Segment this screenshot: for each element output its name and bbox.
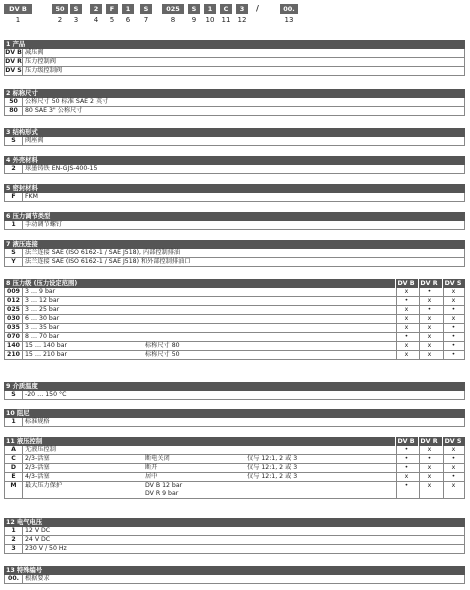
row-code: C [5,455,23,463]
code-num-10: 10 [205,16,215,24]
table-row [4,575,465,584]
row-condition: 仅与 12:1, 2 或 3 [247,464,298,471]
code-box-1: DV B [4,4,32,14]
row-desc: 15 … 210 bar [25,351,68,358]
row-code: 80 [5,107,23,115]
row-code: 025 [5,306,23,314]
row-desc: 公称尺寸 50 标准 SAE 2 英寸 [25,98,109,105]
table-row [4,98,465,107]
avail-mark: x [443,297,463,305]
row-code: 1 [5,418,23,426]
table-row [4,67,465,76]
code-num-13: 13 [284,16,294,24]
section-voltage [4,518,465,554]
section-title: 8 压力级 (压力设定范围) [6,280,78,287]
section-pressure-stage [4,279,465,360]
code-slash: / [256,4,259,13]
row-desc: FKM [25,193,38,200]
avail-mark: • [419,306,439,314]
table-row [4,333,465,342]
avail-mark: x [443,464,463,472]
row-desc: 3 … 9 bar [25,288,56,295]
table-row [4,137,465,146]
row-code: 2 [5,165,23,173]
table-row [4,464,465,473]
section-nominal-size [4,89,465,116]
avail-mark: x [443,446,463,454]
table-row [4,536,465,545]
row-code: E [5,473,23,481]
code-num-8: 8 [170,16,176,24]
table-row [4,351,465,360]
code-num-2: 2 [57,16,63,24]
section-title: 10 阻尼 [4,409,465,418]
row-desc: 2/3-活塞 [25,455,50,462]
row-code: 035 [5,324,23,332]
table-row [4,249,465,258]
section-seal-material [4,184,465,202]
section-hydraulic-connection [4,240,465,267]
row-desc: 手动调节螺钉 [25,221,63,228]
section-title: 4 外壳材料 [4,156,465,165]
row-note: DV R 9 bar [145,490,179,497]
row-desc: 3 … 25 bar [25,306,60,313]
avail-mark: • [443,324,463,332]
avail-mark: • [419,288,439,296]
section-title: 7 液压连接 [4,240,465,249]
row-code: 140 [5,342,23,350]
row-desc: 80 SAE 3" 公称尺寸 [25,107,83,114]
row-desc: 无液压控制 [25,446,56,453]
row-code: 030 [5,315,23,323]
col-header: DV S [442,279,463,288]
table-row [4,193,465,202]
code-num-12: 12 [237,16,247,24]
row-code: 070 [5,333,23,341]
code-box-7: S [140,4,152,14]
row-desc: 15 … 140 bar [25,342,68,349]
row-code: 50 [5,98,23,106]
avail-mark: x [396,473,416,481]
avail-mark: x [419,333,439,341]
row-desc: 12 V DC [25,527,51,534]
avail-mark: x [396,342,416,350]
code-box-13: 00. [280,4,298,14]
avail-mark: x [443,288,463,296]
table-row [4,324,465,333]
row-code: S [5,249,23,257]
avail-mark: x [396,288,416,296]
row-desc: 3 … 35 bar [25,324,60,331]
avail-mark: • [396,446,416,454]
avail-mark: x [396,351,416,359]
row-code: DV R [5,58,22,65]
table-row [4,288,465,297]
row-desc: -20 … 150 °C [25,391,67,398]
table-row [4,297,465,306]
table-row [4,306,465,315]
section-fluid-temperature [4,382,465,400]
row-desc: 法兰连接 SAE (ISO 6162-1 / SAE J518) 和外部控制排油口 [25,258,191,265]
table-row [4,58,465,67]
section-title: 3 结构形式 [4,128,465,137]
code-box-2: 50 [52,4,68,14]
row-code: 3 [5,545,23,553]
row-note: DV B 12 bar [145,482,183,489]
table-row [4,418,465,427]
table-row [4,315,465,324]
section-special-number [4,566,465,584]
code-box-11: C [220,4,232,14]
row-code: 210 [5,351,23,359]
row-note: 居中 [145,473,158,480]
avail-mark: x [443,482,463,498]
table-row [4,527,465,536]
section-hydraulic-control [4,437,465,499]
row-desc: 最大压力保护 [25,482,63,489]
avail-mark: • [443,455,463,463]
row-desc: 2/3-活塞 [25,464,50,471]
table-row [4,391,465,400]
table-row [4,165,465,174]
avail-mark: • [443,333,463,341]
row-code: A [5,446,23,454]
avail-mark: x [419,351,439,359]
avail-mark: • [396,333,416,341]
code-box-9: S [188,4,200,14]
code-num-9: 9 [191,16,197,24]
table-row [4,342,465,351]
row-desc: 球墨铸铁 EN-GJS-400-15 [25,165,98,172]
row-code: 1 [5,221,23,229]
avail-mark: x [419,473,439,481]
avail-mark: x [396,324,416,332]
row-code: DV S [5,67,22,74]
col-header: DV S [442,437,463,446]
table-row [4,49,465,58]
row-desc: 减压阀 [25,49,44,56]
section-title: 6 压力调节类型 [4,212,465,221]
section-header [4,437,465,446]
row-code: D [5,464,23,472]
section-title: 11 液压控制 [6,438,43,445]
section-housing-material [4,156,465,174]
avail-mark: • [419,455,439,463]
row-desc: 4/3-活塞 [25,473,50,480]
col-header: DV B [395,279,416,288]
row-code: 2 [5,536,23,544]
row-note: 标称尺寸 80 [145,342,180,349]
col-header: DV B [395,437,416,446]
avail-mark: x [419,297,439,305]
avail-mark: x [419,342,439,350]
section-title: 9 介质温度 [4,382,465,391]
code-box-12: 3 [236,4,248,14]
code-box-5: F [106,4,118,14]
section-title: 1 产品 [4,40,465,49]
row-desc: 6 … 30 bar [25,315,60,322]
avail-mark: x [419,446,439,454]
avail-mark: • [443,351,463,359]
table-row [4,258,465,267]
code-num-1: 1 [15,16,21,24]
row-note: 断电关闭 [145,455,170,462]
section-header [4,279,465,288]
avail-mark: x [419,324,439,332]
avail-mark: x [419,315,439,323]
code-num-3: 3 [73,16,79,24]
row-code: DV B [5,49,22,56]
code-num-4: 4 [93,16,99,24]
row-code: 00. [5,575,23,583]
section-damping [4,409,465,427]
code-box-3: S [70,4,82,14]
row-condition: 仅与 12:1, 2 或 3 [247,455,298,462]
avail-mark: • [443,306,463,314]
section-title: 12 电气电压 [4,518,465,527]
avail-mark: • [396,455,416,463]
avail-mark: x [396,306,416,314]
col-header: DV R [418,279,439,288]
table-row [4,482,465,499]
row-desc: 8 … 70 bar [25,333,60,340]
row-code: S [5,391,23,399]
row-code: 1 [5,527,23,535]
table-row [4,473,465,482]
code-num-7: 7 [143,16,149,24]
code-num-6: 6 [125,16,131,24]
avail-mark: • [396,464,416,472]
row-code: S [5,137,23,145]
table-row [4,221,465,230]
avail-mark: x [396,315,416,323]
code-box-10: 1 [204,4,216,14]
row-desc: 压力级控制阀 [25,67,63,74]
row-desc: 阀座阀 [25,137,44,144]
row-note: 标称尺寸 50 [145,351,180,358]
code-box-4: 2 [90,4,102,14]
code-box-6: 1 [122,4,134,14]
code-num-11: 11 [221,16,231,24]
row-desc: 根据要求 [25,575,50,582]
avail-mark: • [443,342,463,350]
row-code: Y [5,258,23,266]
row-desc: 压力控制阀 [25,58,56,65]
row-code: 012 [5,297,23,305]
avail-mark: • [443,473,463,481]
col-header: DV R [418,437,439,446]
table-row [4,545,465,554]
row-desc: 24 V DC [25,536,51,543]
row-condition: 仅与 12:1, 2 或 3 [247,473,298,480]
row-desc: 标准规格 [25,418,50,425]
avail-mark: x [419,482,439,498]
row-desc: 法兰连接 SAE (ISO 6162-1 / SAE J518), 内部控制排油 [25,249,181,256]
section-pressure-adjustment [4,212,465,230]
avail-mark: • [396,482,416,498]
row-code: M [5,482,23,498]
table-row [4,446,465,455]
avail-mark: x [443,315,463,323]
code-box-8: 025 [162,4,184,14]
row-desc: 230 V / 50 Hz [25,545,67,552]
row-code: F [5,193,23,201]
table-row [4,107,465,116]
section-product [4,40,465,76]
table-row [4,455,465,464]
code-num-5: 5 [109,16,115,24]
section-title: 2 标称尺寸 [4,89,465,98]
avail-mark: • [396,297,416,305]
row-desc: 3 … 12 bar [25,297,60,304]
row-code: 009 [5,288,23,296]
avail-mark: x [419,464,439,472]
section-title: 5 密封材料 [4,184,465,193]
section-design [4,128,465,146]
section-title: 13 特殊编号 [4,566,465,575]
row-note: 断开 [145,464,158,471]
